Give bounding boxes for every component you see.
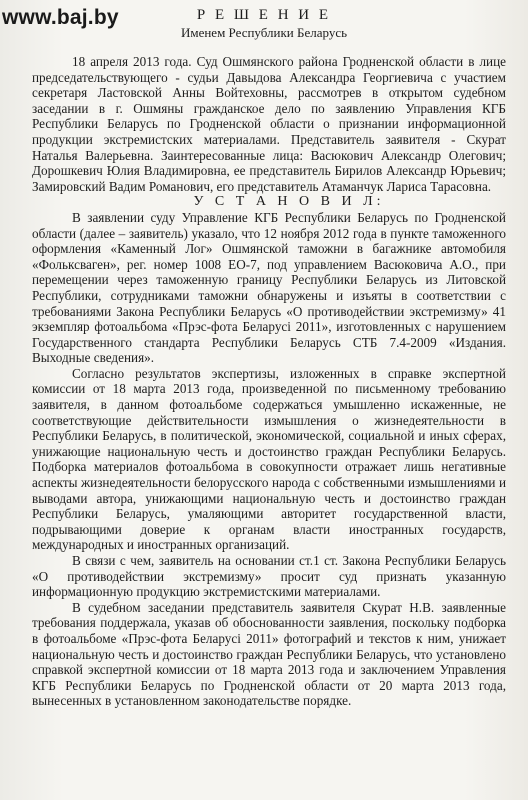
document-body [32, 54, 506, 709]
site-watermark: www.baj.by [2, 6, 119, 29]
body-paragraph-4: В судебном заседании представитель заявителя Скурат Н.В. заявленные требования поддержала, указав об обоснованности заявления, поскольку подборка в фотоальбоме «Прэс-фота Беларусi 2011» фотографий и текстов к ним, унижает национальную честь и достоинство граждан Республики Беларусь, что установлено справкой экспертной комиссии от 18 марта 2013 года и заключением Управления КГБ Республики Беларусь по Гродненской области от 20 марта 2013 года, вынесенных в установленном законодательстве порядке. [32, 599, 506, 709]
body-paragraph-3: В связи с чем, заявитель на основании ст.1 ст. Закона Республики Беларусь «О противодействии экстремизму» просит суд признать указанную информационную продукцию экстремистскими материалами. [32, 553, 506, 600]
intro-paragraph: 18 апреля 2013 года. Суд Ошмянского района Гродненской области в лице председательствующего - судьи Давыдова Александра Георгиевича с участием секретаря Ластовской Анны Войтеховны, рассмотрев в открытом судебном заседании в г. Ошмяны гражданское дело по заявлению Управления КГБ Республики Беларусь по Гродненской области о признании информационной продукции экстремистских материалами. Представитель заявителя - Скурат Наталья Валерьевна. Заинтересованные лица: Васюкович Александр Олегович; Дорошкевич Юлия Владимировна, ее представитель Бирилов Александр Юрьевич; Замировский Вадим Романович, его представитель Атаманчук Лариса Тарасовна. [32, 54, 506, 194]
document-title: Р Е Ш Е Н И Е [196, 7, 332, 23]
document-subtitle: Именем Республики Беларусь [180, 25, 348, 40]
section-heading: У С Т А Н О В И Л: [193, 194, 385, 210]
body-paragraph-2: Согласно результатов экспертизы, изложенных в справке экспертной комиссии от 18 марта 2013 года, произведенной по письменному требованию заявителя, в данном фотоальбоме содержаться умышленно искаженные, не соответствующие действительности измышления о жизнедеятельности в Республики Беларусь, в политической, экономической, социальной и иных сферах, унижающие национальную честь и достоинство граждан Республики Беларусь. Подборка материалов фотоальбома в совокупности отражает лишь негативные аспекты жизнедеятельности белорусского народа с собственными измышлениями и выводами автора, унижающими национальную честь и достоинство граждан Республики Беларусь, умаляющими авторитет государственной власти, подрывающими доверие к органам власти иностранных государств, международных и иностранных организаций. [32, 365, 506, 553]
body-paragraph-1: В заявлении суду Управление КГБ Республики Беларусь по Гродненской области (далее – заявитель) указало, что 12 ноября 2012 года в пункте таможенного оформления «Каменный Лог» Ошмянской таможни в багажнике автомобиля «Фольксваген», рег. номер 1008 ЕО-7, под управлением Васюковича А.О., при перемещении через таможенную границу Республики Беларусь из Литовской Республики, сотрудниками таможни обнаружены и изъяты в соответствии с требованиями Закона Республики Беларусь «О противодействии экстремизму» 41 экземпляр фотоальбома «Прэс-фота Беларусi 2011», изготовленных с нарушением Государственного стандарта Республики Беларусь СТБ 7.4-2009 «Издания. Выходные сведения». [32, 209, 506, 366]
